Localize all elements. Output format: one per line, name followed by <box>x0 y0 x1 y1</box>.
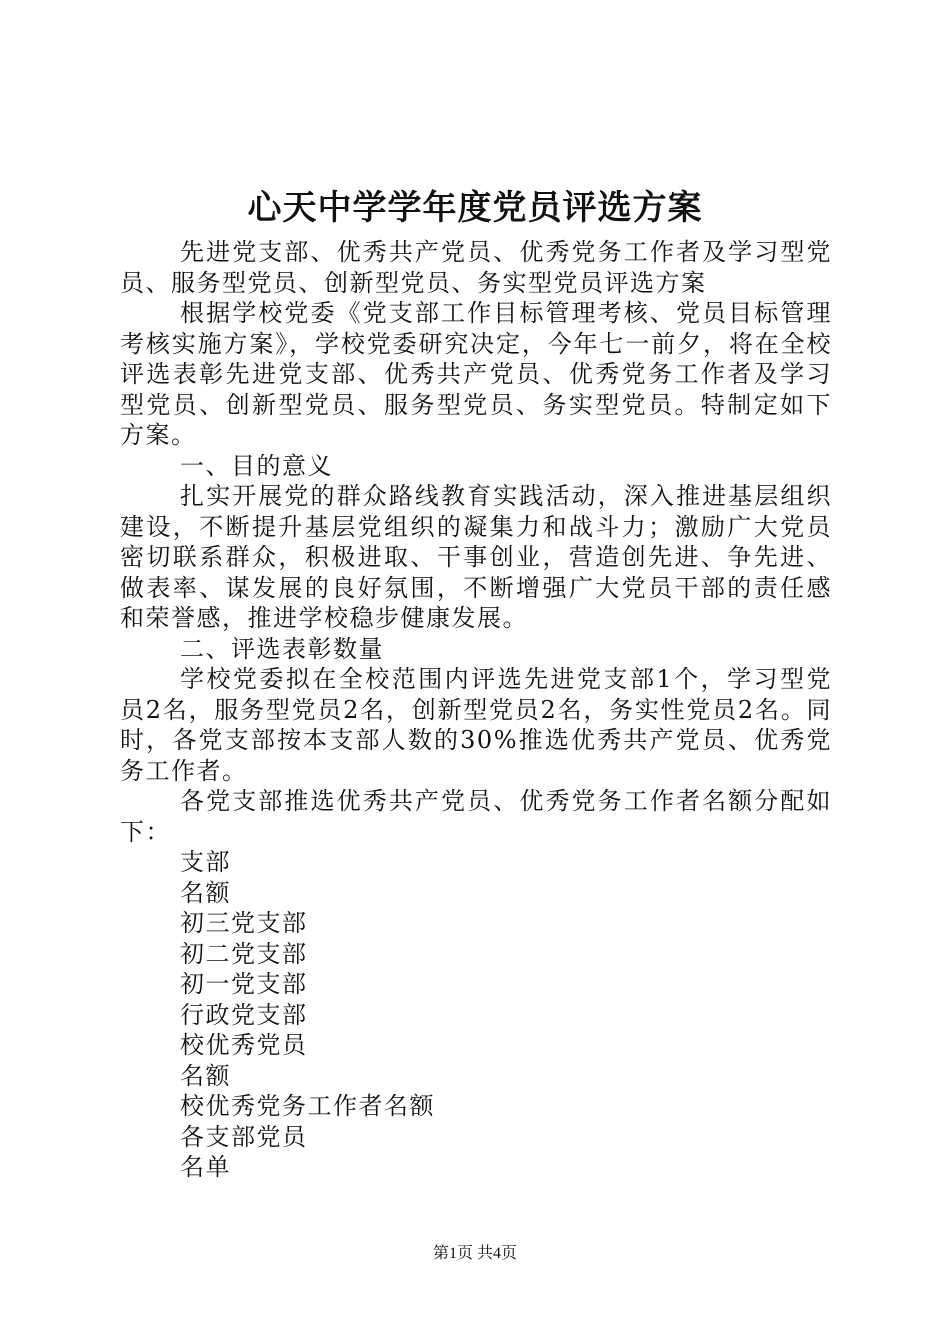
document-body <box>120 237 832 1183</box>
table-line: 校优秀党员 <box>180 1031 308 1059</box>
section-heading-quantity: 二、评选表彰数量 <box>180 634 384 663</box>
paragraph-allocation: 各党支部推选优秀共产党员、优秀党务工作者名额分配如下： <box>120 787 832 846</box>
table-line: 初一党支部 <box>180 970 308 998</box>
paragraph-quantity: 学校党委拟在全校范围内评选先进党支部1个，学习型党员2名，服务型党员2名，创新型党员2名，务实性党员2名。同时，各党支部按本支部人数的30%推选优秀共产党员、优秀党务工作者。 <box>120 665 832 785</box>
paragraph-purpose: 扎实开展党的群众路线教育实践活动，深入推进基层组织建设，不断提升基层党组织的凝集力和战斗力；激励广大党员密切联系群众，积极进取、干事创业，营造创先进、争先进、做表率、谋发展的良好氛围，不断增强广大党员干部的责任感和荣誉感，推进学校稳步健康发展。 <box>120 482 832 632</box>
table-line: 名额 <box>180 1061 231 1090</box>
paragraph-subtitle: 先进党支部、优秀共产党员、优秀党务工作者及学习型党员、服务型党员、创新型党员、务实型党员评选方案 <box>120 238 832 297</box>
table-line: 名单 <box>180 1153 231 1181</box>
table-line: 名额 <box>180 878 231 907</box>
page-number: 第1页 共4页 <box>432 1245 517 1262</box>
paragraph-intro: 根据学校党委《党支部工作目标管理考核、党员目标管理考核实施方案》，学校党委研究决定，今年七一前夕，将在全校评选表彰先进党支部、优秀共产党员、优秀党务工作者及学习型党员、创新型党员、服务型党员、务实型党员。特制定如下方案。 <box>120 299 832 449</box>
table-line: 初三党支部 <box>180 909 308 937</box>
table-line: 支部 <box>180 848 231 876</box>
table-line: 校优秀党务工作者名额 <box>180 1092 435 1120</box>
table-line: 初二党支部 <box>180 939 308 968</box>
table-line: 行政党支部 <box>180 1000 308 1029</box>
section-heading-purpose: 一、目的意义 <box>180 451 333 480</box>
document-title: 心天中学学年度党员评选方案 <box>247 188 703 228</box>
table-line: 各支部党员 <box>180 1122 308 1151</box>
